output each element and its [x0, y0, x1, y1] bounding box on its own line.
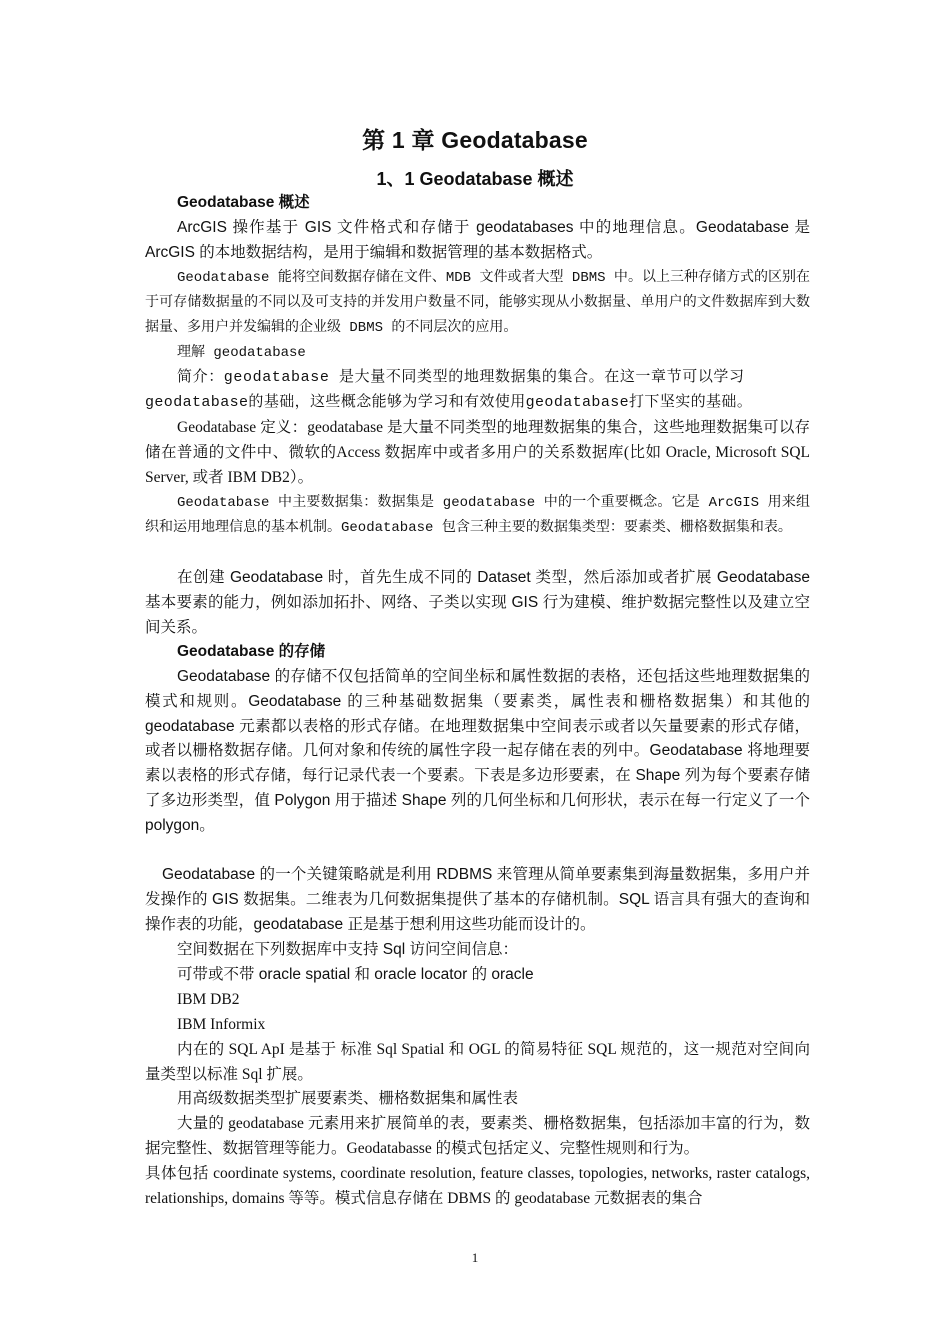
heading-storage: Geodatabase 的存储 — [177, 643, 326, 660]
list-item-informix: IBM Informix — [177, 1016, 266, 1033]
paragraph-elements: 大量的 geodatabase 元素用来扩展简单的表，要素类、栅格数据集，包括添加丰富的行为，数据完整性、数据管理等能力。Geodatabasse 的模式包括定义、完整性规则和行为。 — [145, 1115, 810, 1157]
paragraph-rdbms: Geodatabase 的一个关键策略就是利用 RDBMS 来管理从简单要素集到海量数据集，多用户并发操作的 GIS 数据集。二维表为几何数据集提供了基本的存储机制。SQL 语言具有强大的查询和操作表的功能，geodatabase 正是基于想利用这些功能而设计的。 — [145, 866, 810, 933]
list-item-oracle: 可带或不带 oracle spatial 和 oracle locator 的 oracle — [177, 966, 534, 983]
paragraph-advanced-types: 用高级数据类型扩展要素类、栅格数据集和属性表 — [177, 1090, 519, 1107]
paragraph-intro-line1: 简介：geodatabase 是大量不同类型的地理数据集的集合。在这一章节可以学习 — [177, 369, 745, 386]
paragraph-intro-line2: geodatabase的基础，这些概念能够为学习和有效使用geodatabase打下坚实的基础。 — [145, 394, 753, 411]
heading-overview: Geodatabase 概述 — [177, 194, 310, 211]
paragraph-arcgis: ArcGIS 操作基于 GIS 文件格式和存储于 geodatabases 中的地理信息。Geodatabase 是 ArcGIS 的本地数据结构，是用于编辑和数据管理的基本数据格式。 — [145, 219, 810, 261]
paragraph-definition: Geodatabase 定义：geodatabase 是大量不同类型的地理数据集的集合，这些地理数据集可以存储在普通的文件中、微软的Access 数据库中或者多用户的关系数据库(比如 Oracle, Microsoft SQL Server, 或者 IBM DB2）。 — [145, 419, 810, 486]
paragraph-understand: 理解 geodatabase — [177, 345, 306, 361]
paragraph-schema: 具体包括 coordinate systems, coordinate resolution, feature classes, topologies, networks, raster catalogs, relationships, domains 等等。模式信息存储在 DBMS 的 geodatabase 元数据表的集合 — [145, 1165, 810, 1207]
section-title: 1、1 Geodatabase 概述 — [376, 169, 574, 189]
paragraph-storage: Geodatabase 的存储不仅包括简单的空间坐标和属性数据的表格，还包括这些地理数据集的模式和规则。Geodatabase 的三种基础数据集（要素类，属性表和栅格数据集）和其他的 geodatabase 元素都以表格的形式存储。在地理数据集中空间表示或者以矢量要素的形式存储，或者以栅格数据存储。几何对象和传统的属性字段一起存储在表的列中。Geodatabase 将地理要素以表格的形式存储，每行记录代表一个要素。下表是多边形要素，在 Shape 列为每个要素存储了多边形类型，值 Polygon 用于描述 Shape 列的几何坐标和几何形状，表示在每一行定义了一个 polygon。 — [145, 668, 810, 834]
chapter-title: 第 1 章 Geodatabase — [362, 127, 588, 153]
paragraph-create: 在创建 Geodatabase 时，首先生成不同的 Dataset 类型，然后添加或者扩展 Geodatabase 基本要素的能力，例如添加拓扑、网络、子类以实现 GIS 行为建模、维护数据完整性以及建立空间关系。 — [145, 569, 810, 636]
paragraph-sql-api: 内在的 SQL ApI 是基于 标准 Sql Spatial 和 OGL 的简易特征 SQL 规范的，这一规范对空间向量类型以标准 Sql 扩展。 — [145, 1041, 810, 1083]
page-number: 1 — [471, 1250, 479, 1265]
paragraph-storage-types: Geodatabase 能将空间数据存储在文件、MDB 文件或者大型 DBMS 中。以上三种存储方式的区别在于可存储数据量的不同以及可支持的并发用户数量不同，能够实现从小数据量、单用户的文件数据库到大数据量、多用户并发编辑的企业级 DBMS 的不同层次的应用。 — [145, 270, 810, 336]
paragraph-sql-access: 空间数据在下列数据库中支持 Sql 访问空间信息： — [177, 941, 519, 958]
paragraph-datasets: Geodatabase 中主要数据集：数据集是 geodatabase 中的一个重要概念。它是 ArcGIS 用来组织和运用地理信息的基本机制。Geodatabase 包含三种主要的数据集类型：要素类、栅格数据集和表。 — [145, 495, 810, 536]
list-item-db2: IBM DB2 — [177, 991, 240, 1008]
